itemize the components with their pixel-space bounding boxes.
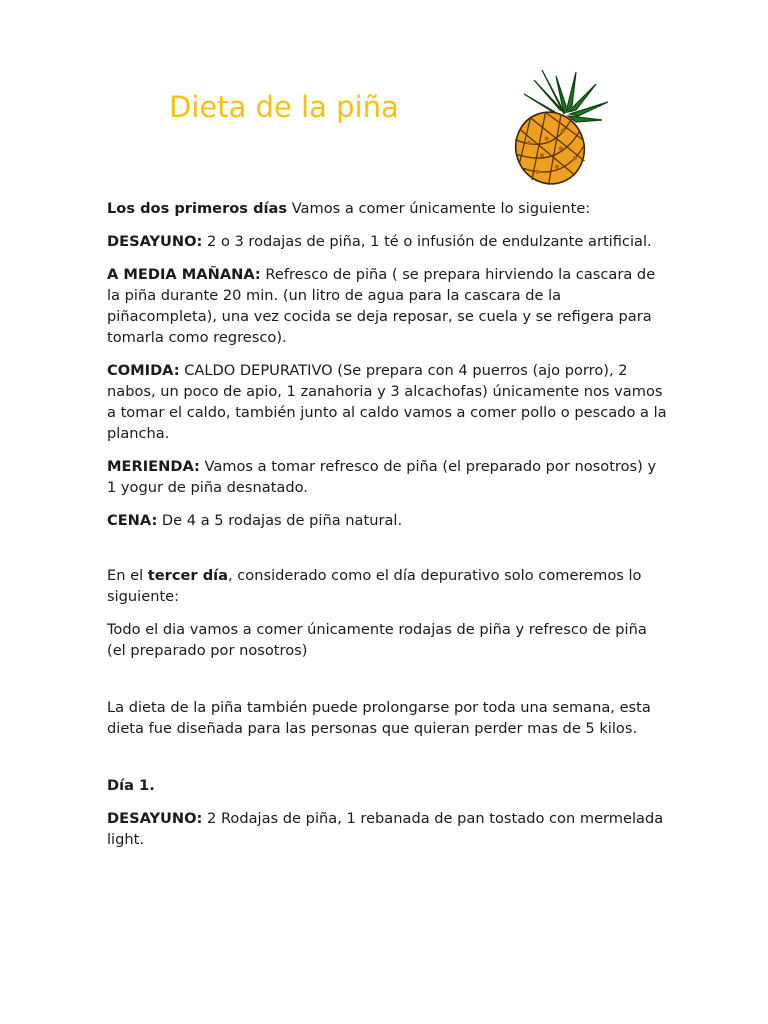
paragraph-desayuno	[107, 231, 667, 252]
paragraph-text: De 4 a 5 rodajas de piña natural.	[157, 512, 403, 529]
label-comida: COMIDA:	[107, 362, 180, 379]
paragraph-text: , considerado como el día depurativo solo comeremos lo siguiente:	[107, 567, 642, 605]
label-desayuno: DESAYUNO:	[107, 810, 203, 827]
label-dia-1: Día 1.	[107, 777, 155, 794]
paragraph-text: En el	[107, 567, 148, 584]
label-cena: CENA:	[107, 512, 158, 529]
document-body	[107, 198, 667, 862]
paragraph-media-manana	[107, 264, 667, 348]
paragraph-comida	[107, 360, 667, 444]
paragraph-text: Refresco de piña ( se prepara hirviendo la cascara de la piña durante 20 min. (un litro de agua para la cascara de la piñacompleta), una vez cocida se deja reposar, se cuela y se refigera para tomarla como regresco).	[107, 266, 656, 346]
paragraph-text: Vamos a tomar refresco de piña (el preparado por nosotros) y 1 yogur de piña desnatado.	[107, 458, 657, 496]
paragraph-text: Vamos a comer únicamente lo siguiente:	[287, 200, 591, 217]
paragraph-intro	[107, 198, 667, 219]
paragraph-merienda	[107, 456, 667, 498]
page-title: Dieta de la piña	[169, 90, 399, 124]
paragraph-text: CALDO DEPURATIVO (Se prepara con 4 puerros (ajo porro), 2 nabos, un poco de apio, 1 zanahoria y 3 alcachofas) únicamente nos vamos a tomar el caldo, también junto al caldo vamos a comer pollo o pescado a la plancha.	[107, 362, 667, 442]
label-los-dos-primeros-dias: Los dos primeros días	[107, 200, 288, 217]
label-merienda: MERIENDA:	[107, 458, 200, 475]
paragraph-tercer-dia	[107, 565, 667, 607]
pineapple-icon	[502, 66, 614, 186]
label-media-manana: A MEDIA MAÑANA:	[107, 266, 261, 283]
label-tercer-dia: tercer día	[147, 567, 228, 584]
paragraph-dia1-desayuno	[107, 808, 667, 850]
paragraph-tercer-dia-detalle: Todo el dia vamos a comer únicamente rodajas de piña y refresco de piña (el preparado por nosotros)	[107, 621, 647, 659]
paragraph-cena	[107, 510, 667, 531]
label-desayuno: DESAYUNO:	[107, 233, 203, 250]
paragraph-text: 2 o 3 rodajas de piña, 1 té o infusión de endulzante artificial.	[202, 233, 652, 250]
heading-dia-1	[107, 775, 667, 796]
paragraph-text: 2 Rodajas de piña, 1 rebanada de pan tostado con mermelada light.	[107, 810, 664, 848]
paragraph-semana: La dieta de la piña también puede prolongarse por toda una semana, esta dieta fue diseñada para las personas que quieran perder mas de 5 kilos.	[107, 699, 651, 737]
